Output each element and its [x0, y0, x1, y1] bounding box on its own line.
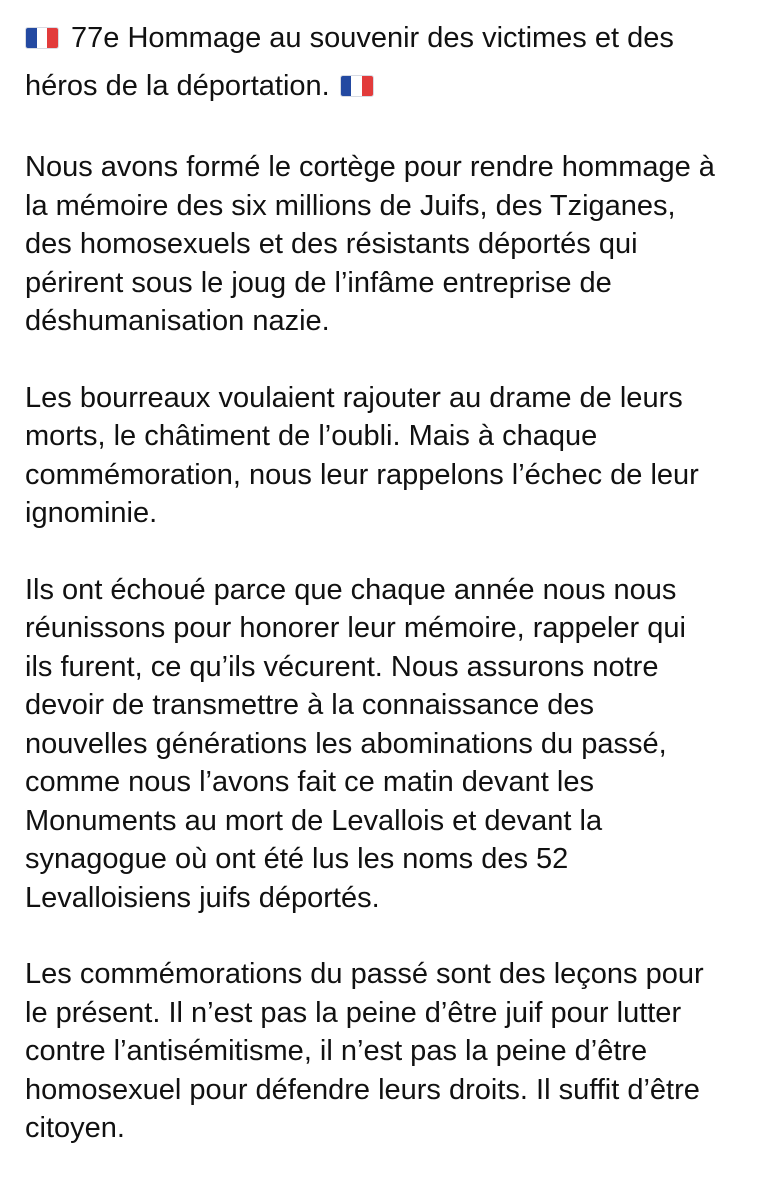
body-paragraph-4-line-2: le présent. Il n’est pas la peine d’être juif pour lutter [25, 996, 682, 1029]
french-flag-blue-stripe [26, 28, 37, 48]
body-paragraph-2 [25, 379, 765, 533]
body-paragraph-2-line-2: morts, le châtiment de l’oubli. Mais à chaque [25, 420, 598, 452]
body-paragraph-1-line-4: périrent sous le joug de l’infâme entreprise de [25, 266, 612, 299]
french-flag-white-stripe [37, 28, 48, 48]
body-paragraph-3 [25, 571, 765, 918]
body-paragraph-3-line-5: nouvelles générations les abominations du passé, [25, 727, 667, 760]
body-paragraph-3-line-9: Levalloisiens juifs déportés. [25, 881, 380, 914]
body-paragraph-3-line-2: réunissons pour honorer leur mémoire, rappeler qui [25, 612, 686, 644]
body-paragraph-4-line-3: contre l’antisémitisme, il n’est pas la peine d’être [25, 1035, 648, 1067]
post-title-line-1 [25, 14, 765, 62]
french-flag-white-stripe [351, 76, 362, 96]
post-text [25, 14, 765, 1148]
body-paragraph-2-line-3: commémoration, nous leur rappelons l’échec de leur [25, 458, 699, 491]
post-title-text-2: héros de la déportation. [25, 70, 330, 102]
body-paragraph-3-line-4: devoir de transmettre à la connaissance des [25, 689, 595, 721]
french-flag-red-stripe [47, 28, 58, 48]
french-flag-icon [25, 27, 59, 49]
body-paragraph-3-line-1: Ils ont échoué parce que chaque année nous nous [25, 573, 677, 606]
body-paragraph-4-line-5: citoyen. [25, 1112, 125, 1144]
body-paragraph-3-line-3: ils furent, ce qu’ils vécurent. Nous assurons notre [25, 650, 659, 683]
body-paragraph-1-line-3: des homosexuels et des résistants déportés qui [25, 228, 638, 260]
french-flag-blue-stripe [341, 76, 352, 96]
french-flag-icon [340, 75, 374, 97]
body-paragraph-4-line-1: Les commémorations du passé sont des leçons pour [25, 958, 704, 990]
body-paragraph-2-line-4: ignominie. [25, 497, 158, 529]
post-title-text-1: 77e Hommage au souvenir des victimes et des [71, 22, 674, 54]
french-flag-red-stripe [362, 76, 373, 96]
body-paragraph-3-line-8: synagogue où ont été lus les noms des 52 [25, 843, 569, 875]
body-paragraph-1-line-5: déshumanisation nazie. [25, 305, 330, 337]
body-paragraph-1-line-1: Nous avons formé le cortège pour rendre hommage à [25, 151, 715, 183]
body-paragraph-1-line-2: la mémoire des six millions de Juifs, des Tziganes, [25, 189, 676, 222]
body-paragraph-4 [25, 955, 765, 1148]
body-paragraph-1 [25, 148, 765, 341]
body-paragraph-4-line-4: homosexuel pour défendre leurs droits. Il suffit d’être [25, 1073, 700, 1106]
body-paragraph-3-line-6: comme nous l’avons fait ce matin devant les [25, 766, 594, 798]
body-paragraph-2-line-1: Les bourreaux voulaient rajouter au drame de leurs [25, 381, 683, 414]
body-paragraph-3-line-7: Monuments au mort de Levallois et devant la [25, 804, 603, 837]
post-title-line-2 [25, 62, 765, 110]
